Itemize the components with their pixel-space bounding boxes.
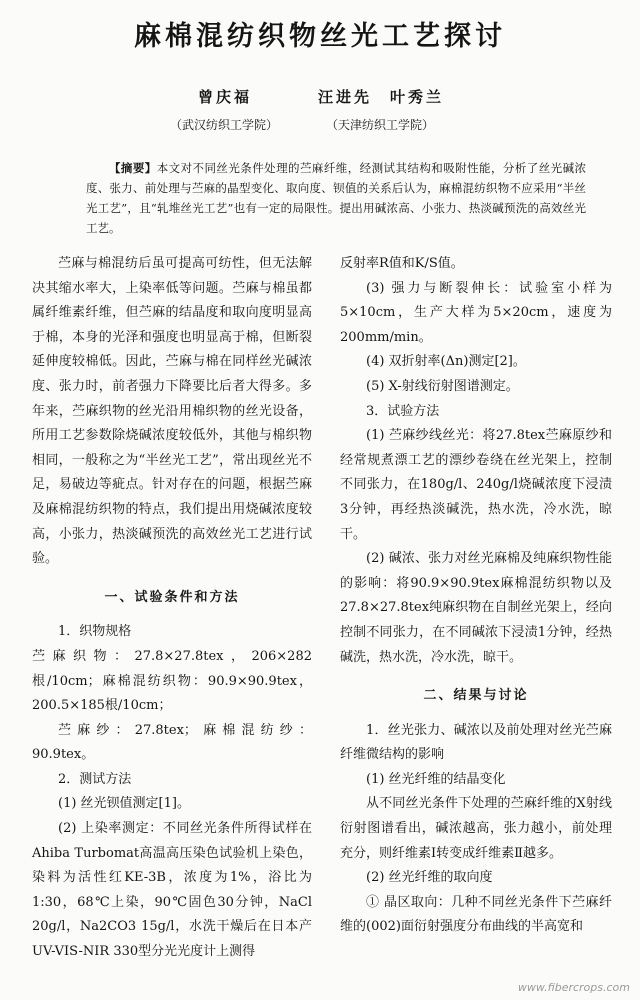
paper-title: 麻棉混纺织物丝光工艺探讨 (134, 21, 506, 52)
list-item: (3) 强力与断裂伸长：试验室小样为5×10cm，生产大样为5×20cm，速度为200mm/min。 (340, 280, 612, 345)
author-1: 曾庆福 (198, 88, 253, 106)
paragraph: 从不同丝光条件下处理的苎麻纤维的X射线衍射图谱看出，碱浓越高，张力越小，前处理充分，则纤维素Ⅰ转变成纤维素Ⅱ越多。 (340, 796, 612, 861)
section-heading: 二、结果与讨论 (423, 688, 529, 704)
list-item: (1) 丝光纤维的结晶变化 (366, 771, 506, 787)
subsection-heading: 1．丝光张力、碱浓以及前处理对丝光苎麻纤维微结构的影响 (340, 722, 612, 763)
author-2: 汪进先 叶秀兰 (318, 88, 445, 106)
list-item: (1) 苎麻纱线丝光：将27.8tex苎麻原纱和经常规煮漂工艺的漂纱卷绕在丝光架上，控制不同张力，在180g/l、240g/l烧碱浓度下浸渍3分钟，再经热淡碱洗，热水洗，冷水洗，晾干。 (340, 428, 612, 542)
list-item: (2) 碱浓、张力对丝光麻棉及纯麻织物性能的影响：将90.9×90.9tex麻棉混纺织物以及27.8×27.8tex纯麻织物在自制丝光架上，经向控制不同张力，在不同碱浓下浸渍1分钟，经热碱洗，热水洗，冷水洗，晾干。 (340, 551, 612, 665)
right-column (340, 252, 612, 940)
list-item: (1) 丝光钡值测定[1]。 (58, 796, 190, 812)
affiliation-1: （武汉纺织工学院） (170, 118, 279, 132)
paragraph: ① 晶区取向：几种不同丝光条件下苎麻纤维的(002)面衍射强度分布曲线的半高宽和 (340, 894, 612, 935)
watermark: www.fibercrops.com (517, 981, 630, 994)
list-item: (5) X-射线衍射图谱测定。 (366, 378, 519, 394)
section-heading: 一、试验条件和方法 (104, 589, 240, 605)
intro-paragraph: 苎麻与棉混纺后虽可提高可纺性，但无法解决其缩水率大，上染率低等问题。苎麻与棉虽都属纤维素纤维，但苎麻的结晶度和取向度明显高于棉，本身的光泽和强度也明显高于棉，但断裂延伸度较棉低。因此，苎麻与棉在同样丝光碱浓度、张力时，前者强力下降要比后者大得多。多年来，苎麻织物的丝光沿用棉织物的丝光设备，所用工艺参数除烧碱浓度较低外，其他与棉织物相同，一般称之为“半丝光工艺”，常出现丝光不足，易破边等疵点。针对存在的问题，根据苎麻及麻棉混纺织物的特点，我们提出用烧碱浓度较高，小张力，热淡碱预洗的高效丝光工艺进行试验。 (32, 256, 312, 567)
paragraph: 反射率R值和K/S值。 (340, 256, 464, 271)
affiliation-2: （天津纺织工学院） (326, 118, 435, 132)
list-item: (4) 双折射率(Δn)测定[2]。 (366, 354, 526, 370)
list-item: (2) 丝光纤维的取向度 (366, 870, 493, 886)
abstract-label: 【摘要】 (109, 161, 157, 175)
left-column (32, 252, 312, 965)
subsection-heading: 3．试验方法 (366, 403, 440, 419)
paragraph: 苎麻纱：27.8tex；麻棉混纺纱：90.9tex。 (32, 722, 312, 763)
subsection-heading: 1．织物规格 (58, 624, 132, 640)
abstract (86, 158, 586, 238)
abstract-text: 本文对不同丝光条件处理的苎麻纤维，经测试其结构和吸附性能，分析了丝光碱浓度、张力、前处理与苎麻的晶型变化、取向度、钡值的关系后认为，麻棉混纺织物不应采用“半丝光工艺”，且“轧堆丝光工艺”也有一定的局限性。提出用碱浓高、小张力、热淡碱预洗的高效丝光工艺。 (86, 161, 587, 235)
list-item: (2) 上染率测定：不同丝光条件所得试样在Ahiba Turbomat高温高压染色试验机上染色，染料为活性红KE-3B，浓度为1%，浴比为1:30，68℃上染，90℃固色30分钟，NaCl 20g/l，Na2CO3 15g/l，水洗干燥后在日本产UV-VIS-NIR 330型分光光度计上测得 (32, 821, 312, 960)
paragraph: 苎麻织物：27.8×27.8tex，206×282根/10cm；麻棉混纺织物：90.9×90.9tex，200.5×185根/10cm； (32, 648, 312, 714)
subsection-heading: 2．测试方法 (58, 771, 132, 787)
